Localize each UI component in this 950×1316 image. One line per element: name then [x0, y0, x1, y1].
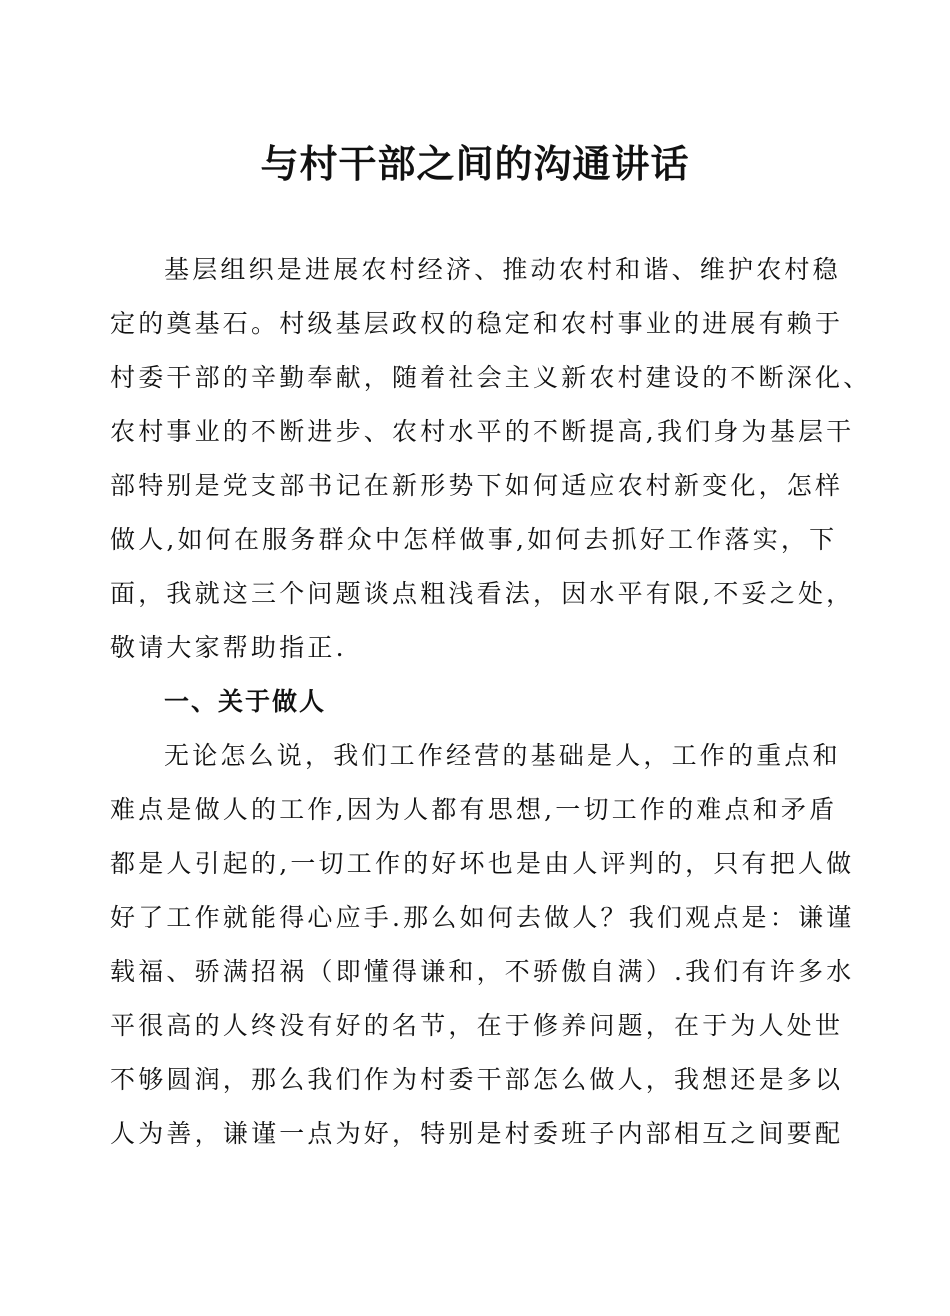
paragraph-2-line: 载福、骄满招祸（即懂得谦和，不骄傲自满）.我们有许多水 [110, 957, 855, 986]
paragraph-1-line: 定的奠基石。村级基层政权的稳定和农村事业的进展有赖于 [110, 309, 844, 338]
paragraph-2-line: 无论怎么说，我们工作经营的基础是人，工作的重点和 [164, 741, 841, 770]
paragraph-2-line: 平很高的人终没有好的名节，在于修养问题，在于为人处世 [110, 1011, 844, 1040]
paragraph-1-line: 基层组织是进展农村经济、推动农村和谐、维护农村稳 [164, 255, 841, 284]
paragraph-2-line: 好了工作就能得心应手.那么如何去做人？我们观点是：谦谨 [110, 903, 855, 932]
paragraph-2-line: 人为善，谦谨一点为好，特别是村委班子内部相互之间要配 [110, 1119, 844, 1148]
document-title: 与村干部之间的沟通讲话 [260, 142, 690, 186]
paragraph-1-line: 敬请大家帮助指正. [110, 633, 347, 662]
paragraph-1-line: 村委干部的辛勤奉献，随着社会主义新农村建设的不断深化、 [110, 363, 872, 392]
section-heading: 一、关于做人 [164, 687, 327, 716]
paragraph-1-line: 部特别是党支部书记在新形势下如何适应农村新变化，怎样 [110, 471, 844, 500]
paragraph-2-line: 都是人引起的,一切工作的好坏也是由人评判的，只有把人做 [110, 849, 855, 878]
paragraph-1-line: 农村事业的不断进步、农村水平的不断提高,我们身为基层干 [110, 417, 855, 446]
paragraph-2-line: 不够圆润，那么我们作为村委干部怎么做人，我想还是多以 [110, 1065, 844, 1094]
paragraph-1-line: 做人,如何在服务群众中怎样做事,如何去抓好工作落实，下 [110, 525, 838, 554]
paragraph-2-line: 难点是做人的工作,因为人都有思想,一切工作的难点和矛盾 [110, 795, 838, 824]
paragraph-1-line: 面，我就这三个问题谈点粗浅看法，因水平有限,不妥之处， [110, 579, 855, 608]
